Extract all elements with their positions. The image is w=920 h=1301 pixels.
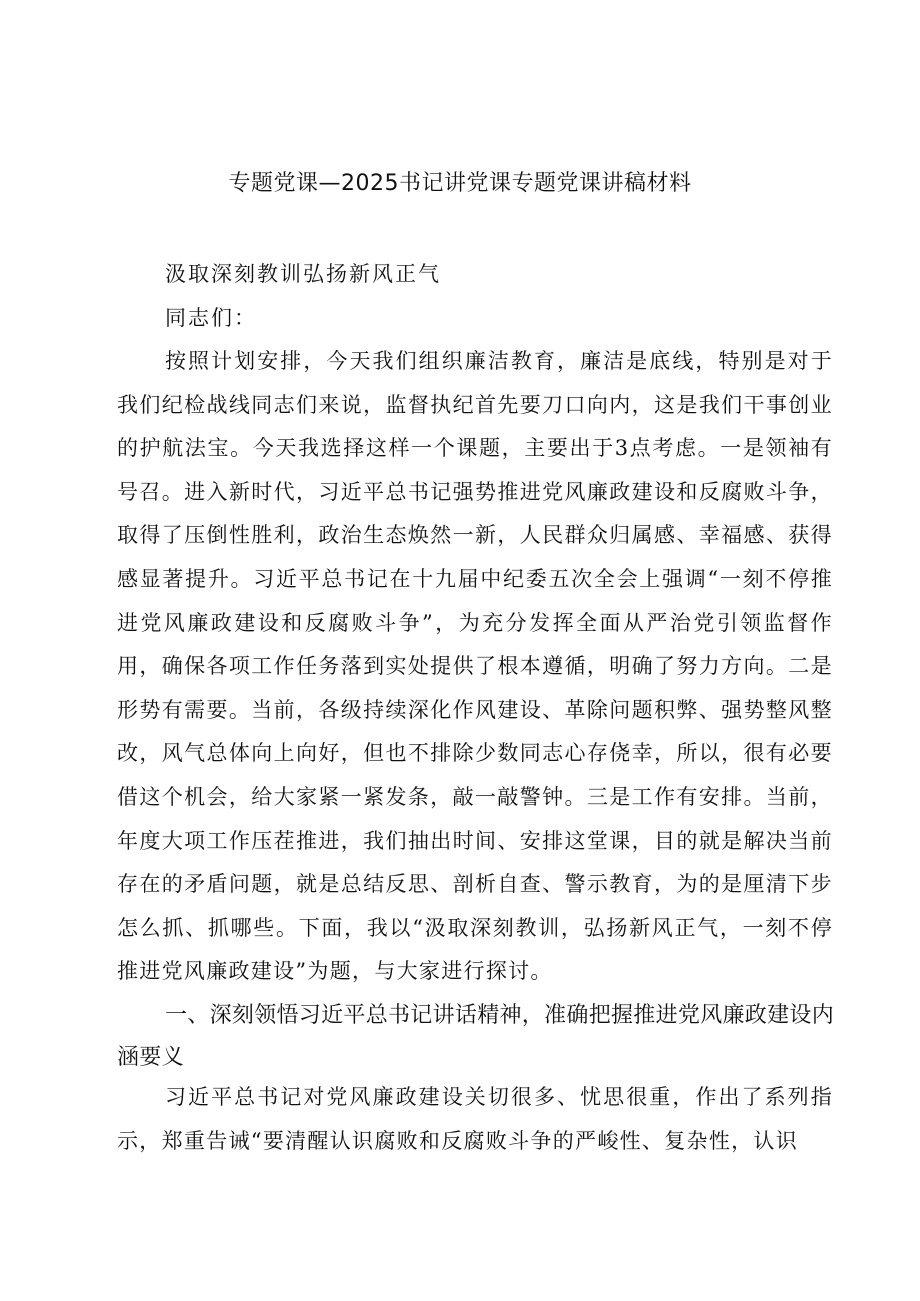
body-paragraph: 按照计划安排，今天我们组织廉洁教育，廉洁是底线，特别是对于我们纪检战线同志们来说，监督执纪首先要刀口向内，这是我们干事创业的护航法宝。今天我选择这样一个课题，主要出于3点考虑。一是领袖有号召。进入新时代，习近平总书记强势推进党风廉政建设和反腐败斗争，取得了压倒性胜利，政治生态焕然一新，人民群众归属感、幸福感、获得感显著提升。习近平总书记在十九届中纪委五次全会上强调“一刻不停推进党风廉政建设和反腐败斗争”，为充分发挥全面从严治党引领监督作用，确保各项工作任务落到实处提供了根本遵循，明确了努力方向。二是形势有需要。当前，各级持续深化作风建设、革除问题积弊、强势整风整改，风气总体向上向好，但也不排除少数同志心存侥幸，所以，很有必要借这个机会，给大家紧一紧发条，敲一敲警钟。三是工作有安排。当前，年度大项工作压茬推进，我们抽出时间、安排这堂课，目的就是解决当前存在的矛盾问题，就是总结反思、剖析自查、警示教育，为的是厘清下步怎么抓、抓哪些。下面，我以“汲取深刻教训，弘扬新风正气，一刻不停推进党风廉政建设”为题，与大家进行探讨。 <box>117 349 833 984</box>
body-paragraph: 习近平总书记对党风廉政建设关切很多、忧思很重，作出了系列指示，郑重告诫“要清醒认识腐败和反腐败斗争的严峻性、复杂性，认识 <box>117 1085 833 1153</box>
salutation: 同志们： <box>165 306 257 330</box>
speech-subtitle: 汲取深刻教训弘扬新风正气 <box>165 262 441 286</box>
document-title: 专题党课—2025书记讲党课专题党课讲稿材料 <box>228 171 692 196</box>
section-heading: 一、深刻领悟习近平总书记讲话精神，准确把握推进党风廉政建设内涵要义 <box>117 1003 835 1070</box>
